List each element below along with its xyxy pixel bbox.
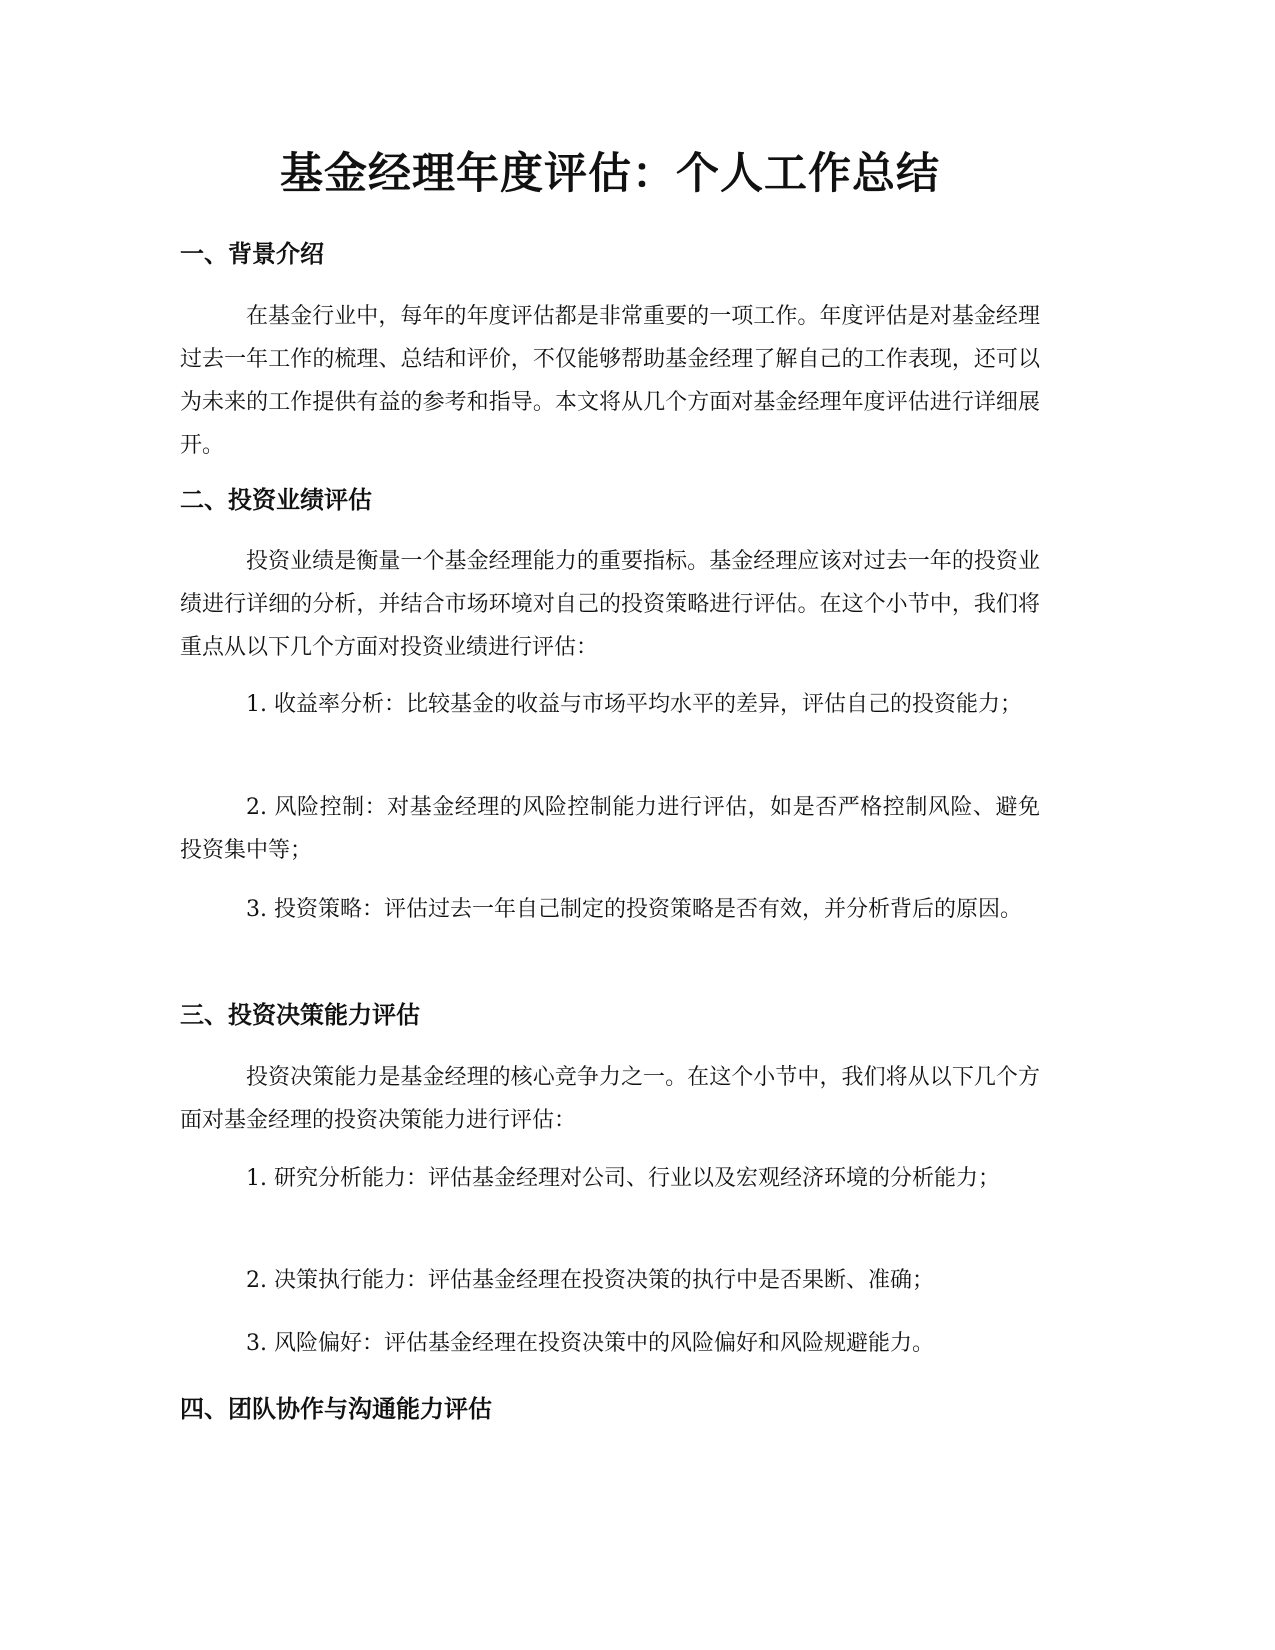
- section-heading-performance: 二、投资业绩评估: [180, 486, 372, 514]
- section-paragraph: 投资业绩是衡量一个基金经理能力的重要指标。基金经理应该对过去一年的投资业绩进行详细的分析，并结合市场环境对自己的投资策略进行评估。在这个小节中，我们将重点从以下几个方面对投资业绩进行评估：: [180, 549, 1040, 660]
- section-paragraph: 在基金行业中，每年的年度评估都是非常重要的一项工作。年度评估是对基金经理过去一年工作的梳理、总结和评价，不仅能够帮助基金经理了解自己的工作表现，还可以为未来的工作提供有益的参考和指导。本文将从几个方面对基金经理年度评估进行详细展开。: [180, 304, 1040, 458]
- section-paragraph: 投资决策能力是基金经理的核心竞争力之一。在这个小节中，我们将从以下几个方面对基金经理的投资决策能力进行评估：: [180, 1065, 1040, 1133]
- list-item: 2. 决策执行能力：评估基金经理在投资决策的执行中是否果断、准确；: [246, 1268, 934, 1293]
- list-item: 3. 投资策略：评估过去一年自己制定的投资策略是否有效，并分析背后的原因。: [246, 897, 1022, 922]
- list-item: 2. 风险控制：对基金经理的风险控制能力进行评估，如是否严格控制风险、避免投资集中等；: [180, 795, 1040, 863]
- list-item: 1. 研究分析能力：评估基金经理对公司、行业以及宏观经济环境的分析能力；: [246, 1166, 1000, 1191]
- document-title: 基金经理年度评估：个人工作总结: [280, 149, 940, 199]
- section-heading-background: 一、背景介绍: [180, 240, 324, 268]
- section-heading-decision: 三、投资决策能力评估: [180, 1001, 420, 1029]
- list-item: 3. 风险偏好：评估基金经理在投资决策中的风险偏好和风险规避能力。: [246, 1331, 934, 1356]
- list-item: 1. 收益率分析：比较基金的收益与市场平均水平的差异，评估自己的投资能力；: [246, 692, 1022, 717]
- section-heading-teamwork: 四、团队协作与沟通能力评估: [180, 1395, 492, 1423]
